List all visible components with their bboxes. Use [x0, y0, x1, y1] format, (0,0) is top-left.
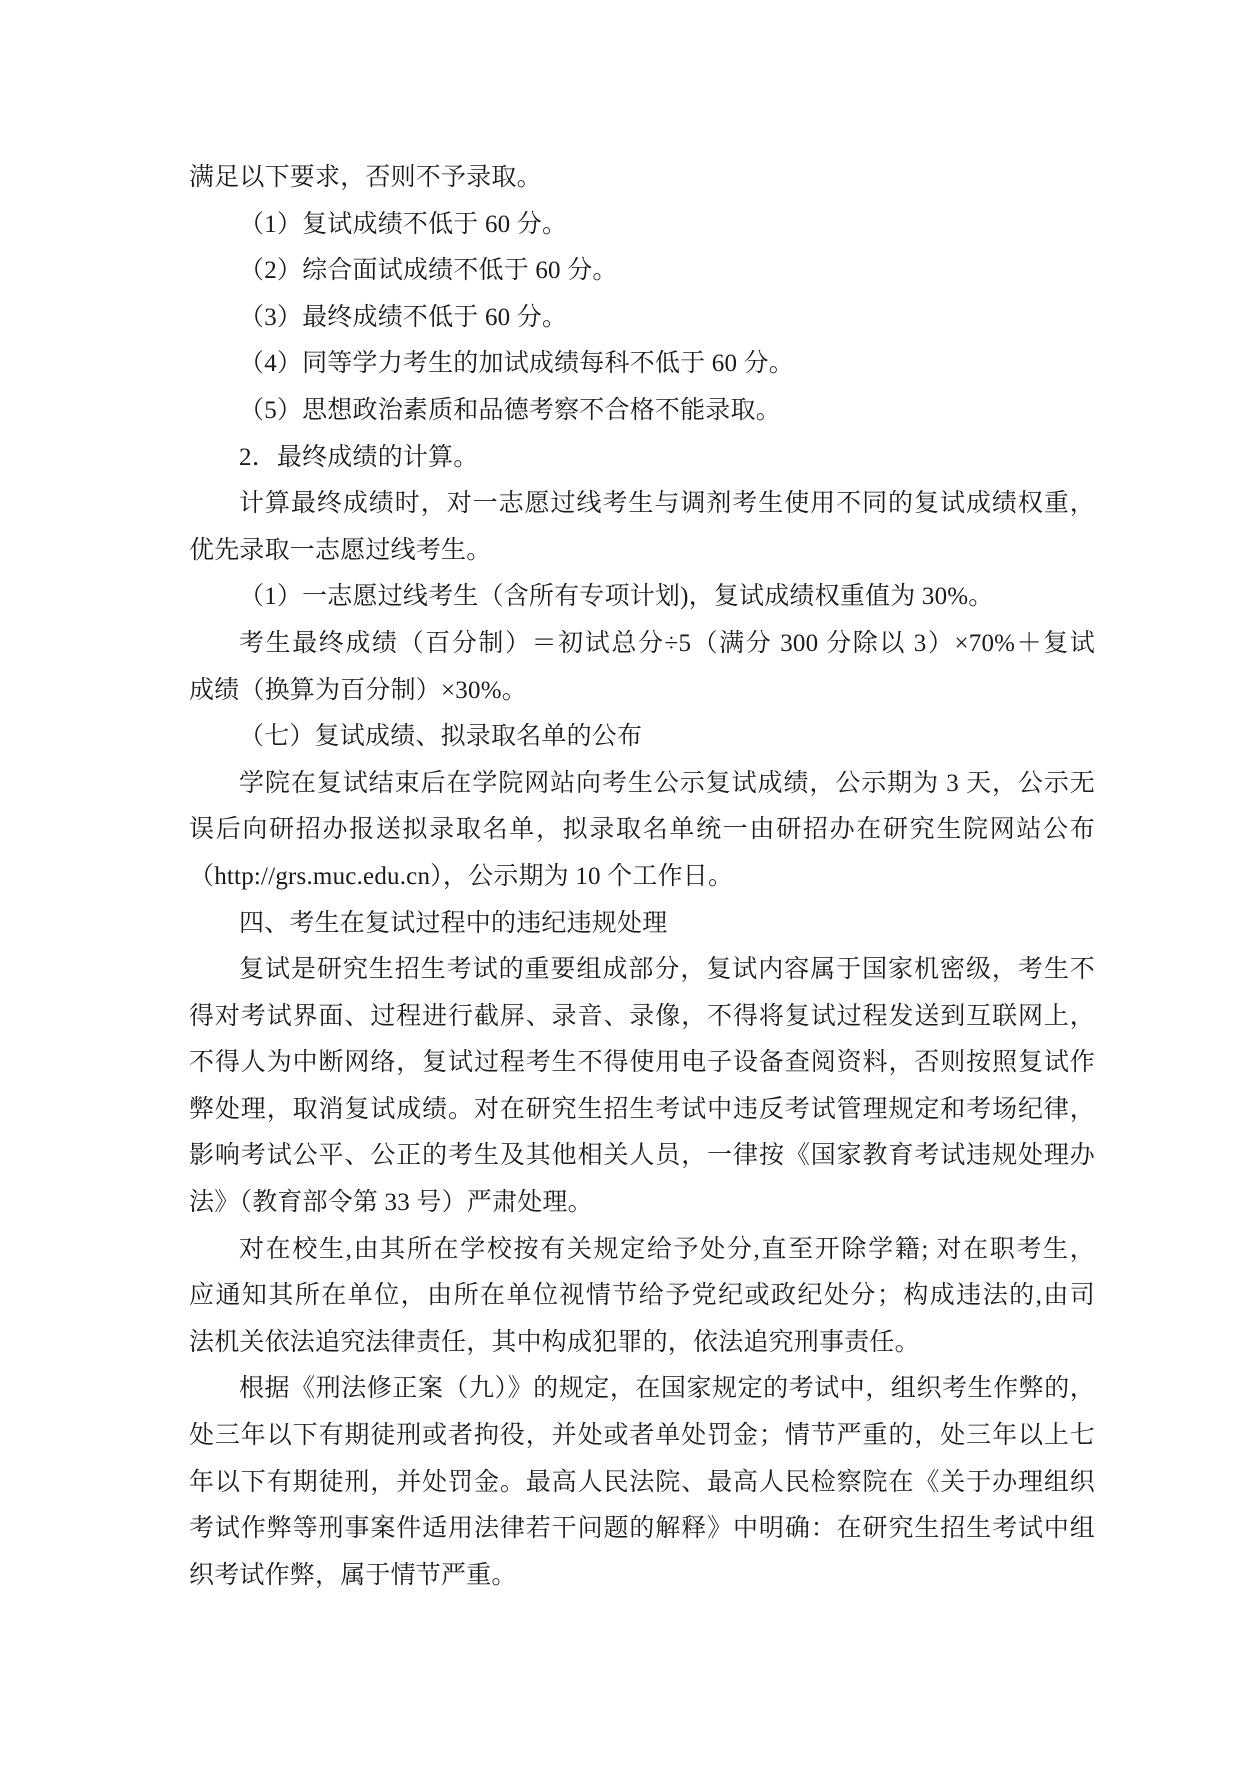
text-line: 对在校生,由其所在学校按有关规定给予处分,直至开除学籍; 对在职考生，: [239, 1235, 1095, 1263]
text-line: （七）复试成绩、拟录取名单的公布: [239, 723, 643, 751]
text-line: 根据《刑法修正案（九）》的规定，在国家规定的考试中，组织考生作弊的，: [239, 1375, 1095, 1403]
text-line: 年以下有期徒刑，并处罚金。最高人民法院、最高人民检察院在《关于办理组织: [189, 1468, 1095, 1496]
paragraph: [189, 1227, 1095, 1367]
text-line: 考试作弊等刑事案件适用法律若干问题的解释》中明确：在研究生招生考试中组: [189, 1515, 1095, 1543]
paragraph: [189, 714, 1095, 761]
text-line: 学院在复试结束后在学院网站向考生公示复试成绩，公示期为 3 天，公示无: [239, 769, 1095, 797]
text-line: 成绩（换算为百分制）×30%。: [189, 676, 527, 704]
text-line: 弊处理，取消复试成绩。对在研究生招生考试中违反考试管理规定和考场纪律，: [189, 1095, 1095, 1123]
text-line: 计算最终成绩时，对一志愿过线考生与调剂考生使用不同的复试成绩权重，: [239, 490, 1095, 518]
text-line: （2）综合面试成绩不低于 60 分。: [239, 257, 618, 285]
text-line: （1）一志愿过线考生（含所有专项计划)，复试成绩权重值为 30%。: [239, 583, 994, 611]
paragraph: [189, 761, 1095, 901]
text-line: （1）复试成绩不低于 60 分。: [239, 210, 568, 238]
paragraph: [189, 295, 1095, 342]
paragraph: [189, 481, 1095, 574]
text-line: （5）思想政治素质和品德考察不合格不能录取。: [239, 396, 781, 424]
paragraph: [189, 901, 1095, 948]
text-line: 得对考试界面、过程进行截屏、录音、录像，不得将复试过程发送到互联网上，: [189, 1002, 1095, 1030]
text-line: （3）最终成绩不低于 60 分。: [239, 303, 568, 331]
text-line: 满足以下要求，否则不予录取。: [189, 164, 542, 191]
text-line: 复试是研究生招生考试的重要组成部分，复试内容属于国家机密级，考生不: [239, 956, 1095, 984]
text-line: 2．最终成绩的计算。: [239, 443, 479, 471]
paragraph: [189, 435, 1095, 482]
text-line: （4）同等学力考生的加试成绩每科不低于 60 分。: [239, 350, 795, 378]
paragraph: [189, 1366, 1095, 1599]
text-line: 不得人为中断网络，复试过程考生不得使用电子设备查阅资料，否则按照复试作: [189, 1049, 1095, 1077]
paragraph: [189, 621, 1095, 714]
text-line: 影响考试公平、公正的考生及其他相关人员，一律按《国家教育考试违规处理办: [189, 1142, 1095, 1170]
paragraph: [189, 341, 1095, 388]
document-body: [189, 155, 1095, 1599]
text-line: 四、考生在复试过程中的违纪违规处理: [239, 909, 668, 937]
text-line: 处三年以下有期徒刑或者拘役，并处或者单处罚金；情节严重的，处三年以上七: [189, 1422, 1095, 1450]
text-line: 法》（教育部令第 33 号）严肃处理。: [189, 1189, 593, 1217]
text-line: 考生最终成绩（百分制）＝初试总分÷5（满分 300 分除以 3）×70%＋复试: [239, 629, 1095, 657]
text-line: （http://grs.muc.edu.cn），公示期为 10 个工作日。: [189, 862, 734, 890]
paragraph: [189, 947, 1095, 1227]
text-line: 误后向研招办报送拟录取名单，拟录取名单统一由研招办在研究生院网站公布: [189, 816, 1095, 844]
text-line: 法机关依法追究法律责任，其中构成犯罪的，依法追究刑事责任。: [189, 1328, 920, 1356]
paragraph: [189, 155, 1095, 202]
text-line: 应通知其所在单位，由所在单位视情节给予党纪或政纪处分；构成违法的,由司: [189, 1282, 1095, 1310]
paragraph: [189, 248, 1095, 295]
paragraph: [189, 388, 1095, 435]
text-line: 织考试作弊，属于情节严重。: [189, 1561, 517, 1589]
text-line: 优先录取一志愿过线考生。: [189, 536, 492, 564]
paragraph: [189, 202, 1095, 249]
paragraph: [189, 574, 1095, 621]
